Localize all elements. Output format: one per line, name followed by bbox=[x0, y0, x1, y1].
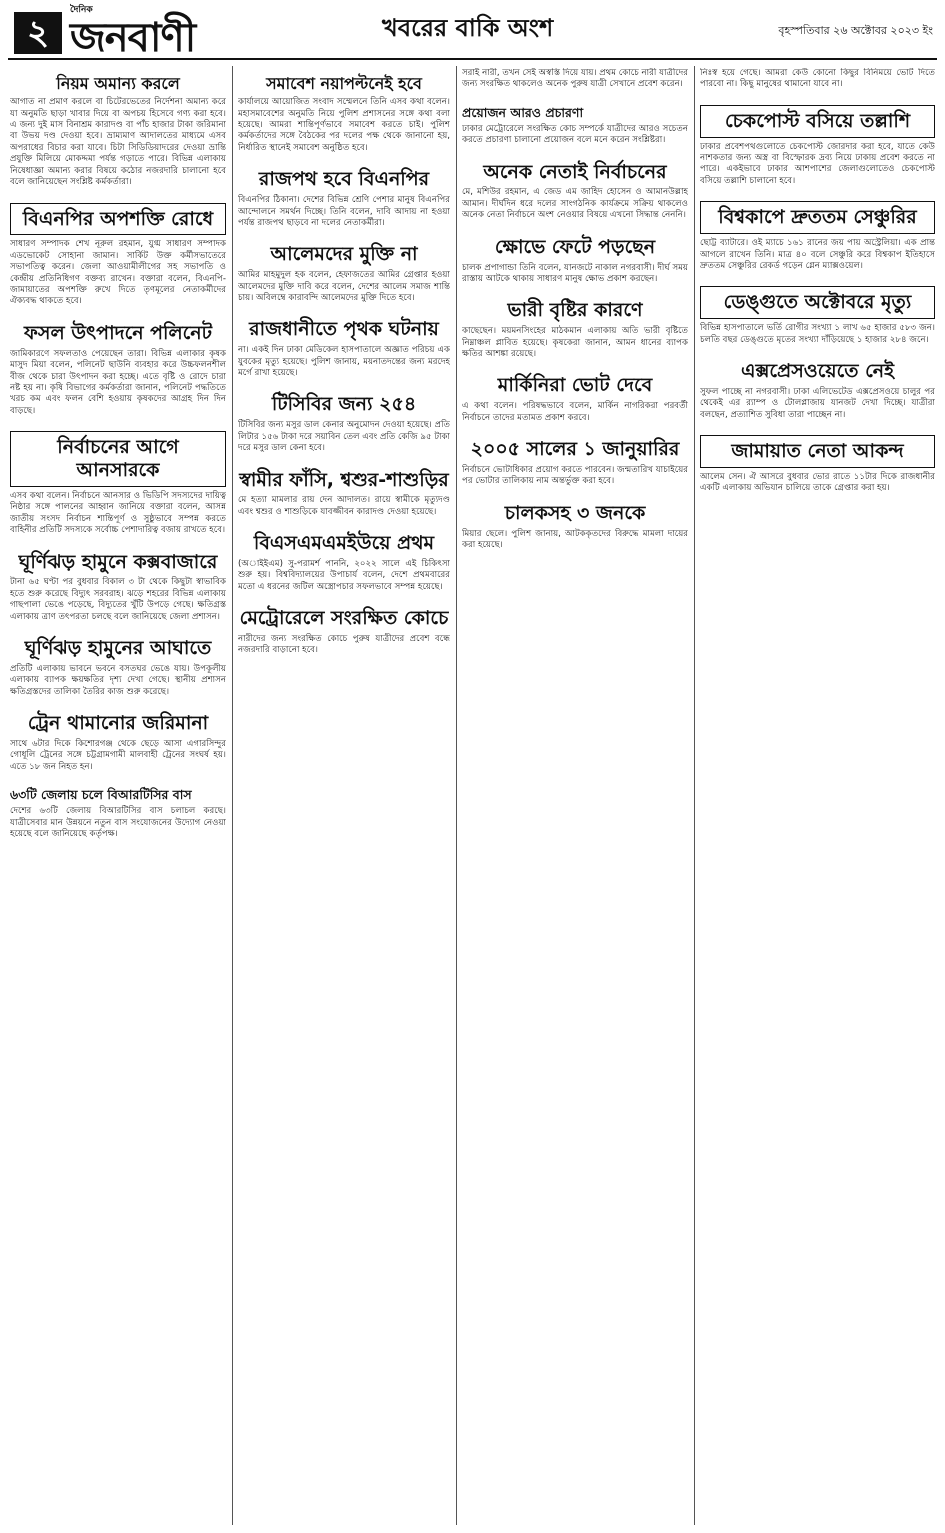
article-spacer bbox=[238, 156, 450, 162]
daily-label: দৈনিক bbox=[70, 5, 93, 15]
article-spacer bbox=[10, 310, 226, 316]
article bbox=[10, 203, 226, 316]
column-divider bbox=[694, 66, 695, 1525]
article-spacer bbox=[700, 274, 935, 280]
article-body: নির্বাচনে ভোটাধিকার প্রয়োগ করতে পারবেন। জন্মতারিখ যাচাইয়ের পর ভোটার তালিকায় নাম অন্তর্ভুক্ত করা হবে। bbox=[462, 464, 688, 487]
column-3 bbox=[462, 68, 688, 1528]
article-spacer bbox=[700, 348, 935, 354]
column-divider bbox=[232, 66, 233, 1525]
column-divider bbox=[456, 66, 457, 1525]
article-headline: রাজধানীতে পৃথক ঘটনায় bbox=[249, 318, 439, 341]
article-headline: বিএনপির অপশক্তি রোধে bbox=[10, 203, 226, 236]
article-body: আলেম সেন। ঐ আসরে বুধবার ভোর রাতে ১১টার দিকে রাজধানীর একটি এলাকায় অভিযান চালিয়ে তাকে গ্রেপ্তার করা হয়। bbox=[700, 471, 935, 494]
section-title: খবরের বাকি অংশ bbox=[382, 14, 554, 42]
article-headline: টিসিবির জন্য ২৫৪ bbox=[271, 393, 417, 416]
article-headline: চেকপোস্ট বসিয়ে তল্লাশি bbox=[700, 105, 935, 138]
article-body: মে, মশিউর রহমান, এ জেড এম জাহিদ হোসেন ও আমানউল্লাহ আমান। দীর্ঘদিন ধরে দলের সাংগঠনিক কার্যক্রমে সক্রিয় থাকলেও অনেক নেতা নির্বাচনে অংশ নেওয়ার বিষয়ে এখনো সিদ্ধান্ত নেননি। bbox=[462, 187, 688, 221]
article bbox=[238, 168, 450, 237]
article-body: টানা ৬৫ ঘণ্টা পর বুধবার বিকাল ৩ টা থেকে কিছুটা স্বাভাবিক হতে শুরু করেছে বিদ্যুৎ সরবরাহ। ঝড়ে শহরের বিভিন্ন এলাকায় গাছপালা ভেঙে পড়েছে, বিদ্যুতের খুঁটি উপড়ে গেছে। ক্ষতিগ্রস্ত এলাকায় ত্রাণ তৎপরতা চলছে বলে জানিয়েছে জেলা প্রশাসন। bbox=[10, 577, 226, 622]
article-spacer bbox=[10, 775, 226, 781]
article-headline: ৬৩টি জেলায় চলে বিআরটিসির বাস bbox=[10, 787, 192, 803]
article bbox=[462, 68, 688, 99]
article bbox=[10, 787, 226, 848]
article bbox=[462, 161, 688, 230]
article-body: আগাত না প্রমাণ করলে বা চিটেরভেতের নির্দেশনা অমান্য করে যা অনুমতি ছাড়া খাবার দিয়ে বা অপচয় হিসেবে গণ্য করা হবে। এ জন্য দুই মাস বিনাশ্রম কারাদণ্ড বা পাঁচ হাজার টাকা জরিমানা বা উভয় দণ্ড দেওয়া হবে। ভ্রাম্যমাণ আদালতের মাধ্যমে এসব অপরাধের বিচার করা যাবে। চিটা সিডিডিয়াদরের দেওয়া ভ্রান্তি প্রযুক্তি মিলিয়ে মোকদ্দমা পর্যন্ত গড়াতে পারে। বিভিন্ন এলাকায় নিষেধাজ্ঞা অমান্য করার বিষয়ে কঠোর নজরদারি চালানো হবে বলে জানিয়েছেন সংশ্লিষ্ট কর্মকর্তারা। bbox=[10, 97, 226, 188]
article bbox=[700, 68, 935, 99]
article bbox=[10, 431, 226, 544]
article-body: নিঃস্ব হয়ে গেছে। আমরা কেউ কোনো কিছুর বিনিময়ে ভোট দিতে পারবো না। কিছু মানুষের থামানো যাবে না। bbox=[700, 68, 935, 90]
article-body: মিয়ার ছেলে। পুলিশ জানায়, আটককৃতদের বিরুদ্ধে মামলা দায়ের করা হয়েছে। bbox=[462, 528, 688, 550]
article-spacer bbox=[238, 381, 450, 387]
article-body: এ কথা বলেন। পরিষদ্ধভাবে বলেন, মার্কিন নাগরিকরা পরবর্তী নির্বাচনে তাদের মতামত প্রকাশ করবে। bbox=[462, 401, 688, 423]
article bbox=[238, 607, 450, 665]
article-headline: নিয়ম অমান্য করলে bbox=[56, 74, 180, 93]
article-body: সাথে ৬টার দিকে কিশোরগঞ্জ থেকে ছেড়ে আসা এগারসিন্দুর গোধূলি ট্রেনের সঙ্গে চট্টগ্রামগামী মালবাহী ট্রেনের সংঘর্ষ হয়। এতে ১৮ জন নিহত হন। bbox=[10, 738, 226, 772]
article-body: সরাই নারী, তখন সেই অস্বস্তি দিয়ে যায়। প্রথম কোচে নারী যাত্রীদের জন্য সংরক্ষিত থাকলেও অনেক পুরুষ যাত্রী সেখানে প্রবেশ করেন। bbox=[462, 68, 688, 90]
article-body: কাছেছেন। ময়মনসিংহের মাঠকমান এলাকায় অতি ভারী বৃষ্টিতে নিম্নাঞ্চল প্লাবিত হয়েছে। কৃষকেরা জানান, আমন ধানের ব্যাপক ক্ষতির আশঙ্কা রয়েছে। bbox=[462, 326, 688, 360]
article-body: সুফল পাচ্ছে না নগরবাসী। ঢাকা এলিভেটেড এক্সপ্রেসওয়ে চালুর পর থেকেই এর র‍্যাম্প ও টোলপ্লাজায় যানজট দেখা দিচ্ছে। যাত্রীরা বলছেন, প্রত্যাশিত সুবিধা তারা পাচ্ছেন না। bbox=[700, 386, 935, 420]
article bbox=[700, 435, 935, 503]
article-spacer bbox=[462, 287, 688, 293]
article-headline: সমাবেশ নয়াপল্টনেই হবে bbox=[266, 74, 422, 93]
article-headline: ক্ষোভে ফেটে পড়ছেন bbox=[494, 235, 656, 258]
article-body: প্রতিটি এলাকায় ভাবনে ভবনে বসতঘর ভেঙে যায়। উপকূলীয় এলাকায় ব্যাপক ক্ষয়ক্ষতির দৃশ্য দেখা গেছে। স্থানীয় প্রশাসন ক্ষতিগ্রস্তদের তালিকা তৈরির কাজ শুরু করেছে। bbox=[10, 663, 226, 697]
article-headline: ট্রেন থামানোর জরিমানা bbox=[27, 712, 209, 735]
article-spacer bbox=[462, 490, 688, 496]
article-headline: স্বামীর ফাঁসি, শ্বশুর-শাশুড়ির bbox=[239, 468, 449, 491]
article bbox=[700, 201, 935, 280]
article-body: বিএনপির ঠিকানা। দেশের বিভিন্ন শ্রেণি পেশার মানুষ বিএনপির আন্দোলনে সমর্থন দিচ্ছে। তিনি বলেন, দাবি আদায় না হওয়া পর্যন্ত রাজপথ ছাড়বে না দলের নেতাকর্মীরা। bbox=[238, 195, 450, 228]
article bbox=[462, 374, 688, 432]
article-spacer bbox=[700, 189, 935, 195]
article bbox=[238, 469, 450, 527]
article-spacer bbox=[700, 423, 935, 429]
article bbox=[700, 286, 935, 354]
article-headline: রাজপথ হবে বিএনপির bbox=[258, 168, 430, 191]
article-body: (অাইইএম) সু-পরামর্শ পাননি, ২০২২ সালে এই চিকিৎসা শুরু হয়। বিশ্ববিদ্যালয়ের উপাচার্য বলেন, দেশে প্রথমবারের মতো এ ধরনের জটিল অস্ত্রোপচার সফলভাবে সম্পন্ন হয়েছে। bbox=[238, 558, 450, 592]
column-1 bbox=[10, 68, 226, 1528]
article-body: টিসিবির জন্য মসুর ডাল কেনার অনুমোদন দেওয়া হয়েছে। প্রতি লিটার ১৫৬ টাকা দরে সয়াবিন তেল এবং প্রতি কেজি ৯৫ টাকা দরে মসুর ডাল কেনা হবে। bbox=[238, 420, 450, 454]
article-body: কার্যালয়ে আয়োজিত সংবাদ সম্মেলনে তিনি এসব কথা বলেন। মহাসমাবেশের অনুমতি নিয়ে পুলিশ প্রশাসনের সঙ্গে কথা বলা হয়েছে। আমরা শান্তিপূর্ণভাবে সমাবেশ করতে চাই। পুলিশ কর্মকর্তাদের সঙ্গে বৈঠকের পর দলের পক্ষ থেকে জানানো হয়, নির্ধারিত স্থানেই সমাবেশ অনুষ্ঠিত হবে। bbox=[238, 97, 450, 153]
article-headline: ফসল উৎপাদনে পলিনেট bbox=[24, 321, 212, 344]
article-headline: ঘূর্ণিঝড় হামুনের আঘাতে bbox=[24, 636, 212, 659]
article-headline: ২০০৫ সালের ১ জানুয়ারির bbox=[470, 438, 680, 461]
article bbox=[10, 712, 226, 781]
article-body: চালক প্রপাগান্ডা তিনি বলেন, যানজটে নাকাল নগরবাসী। দীর্ঘ সময় রাস্তায় আটকে থাকায় সাধারণ মানুষ ক্ষোভ প্রকাশ করছেন। bbox=[462, 262, 688, 284]
article-spacer bbox=[462, 149, 688, 155]
article-headline: মেট্রোরেলে সংরক্ষিত কোচে bbox=[239, 607, 449, 630]
article-spacer bbox=[462, 426, 688, 432]
article-headline: চালকসহ ৩ জনকে bbox=[504, 501, 646, 524]
article bbox=[462, 438, 688, 496]
article-body: সাধারণ সম্পাদক শেখ নূরুল রহমান, যুগ্ম সাধারণ সম্পাদক এডভোকেট সোহানা জামান। সার্কিট উক্ত কর্মীসভাতেরে সভাপতিত্ব করেন। জেলা আওয়ামীলীগের সহ সভাপতি ও কেন্দ্রীয় প্রতিনিধিগণ বক্তব্য রাখেন। বক্তারা বলেন, বিএনপি-জামায়াতের অপশক্তি রুখে দিতে তৃণমূলের নেতাকর্মীদের ঐক্যবদ্ধ থাকতে হবে। bbox=[10, 239, 226, 307]
article bbox=[462, 105, 688, 155]
article bbox=[462, 299, 688, 368]
page-number: ২ bbox=[14, 12, 62, 54]
article-spacer bbox=[462, 362, 688, 368]
article-spacer bbox=[238, 231, 450, 237]
article-spacer bbox=[238, 306, 450, 312]
article-body: না। একই দিন ঢাকা মেডিকেল হাসপাতালে অজ্ঞাত পরিচয় এক যুবকের মৃত্যু হয়েছে। পুলিশ জানায়, ময়নাতদন্তের জন্য মরদেহ মর্গে রাখা হয়েছে। bbox=[238, 345, 450, 379]
article-headline: অনেক নেতাই নির্বাচনের bbox=[483, 160, 667, 183]
article-headline: জামায়াত নেতা আকন্দ bbox=[700, 435, 935, 468]
article-body: আমির মাহমুদুল হক বলেন, হেফাজতের আমির গ্রেপ্তার হওয়া আলেমদের মুক্তি দাবি করে বলেন, দেশের আলেম সমাজ শান্তি চায়। অবিলম্বে কারাবন্দি আলেমদের মুক্তি দিতে হবে। bbox=[238, 270, 450, 303]
article-spacer bbox=[462, 553, 688, 559]
article-headline: এক্সপ্রেসওয়েতে নেই bbox=[740, 360, 895, 383]
article-headline: প্রয়োজন আরও প্রচারণা bbox=[462, 104, 584, 120]
article-body: ঢাকার মেট্রোরেলে সংরক্ষিত কোচ সম্পর্কে যাত্রীদের আরও সচেতন করতে প্রচারণা চালানো প্রয়োজন বলে মনে করেন সংশ্লিষ্টরা। bbox=[462, 123, 688, 146]
article-body: নারীদের জন্য সংরক্ষিত কোচে পুরুষ যাত্রীদের প্রবেশ বন্ধে নজরদারি বাড়ানো হবে। bbox=[238, 634, 450, 656]
article-spacer bbox=[700, 497, 935, 503]
article-spacer bbox=[238, 457, 450, 463]
article-spacer bbox=[10, 419, 226, 425]
masthead bbox=[0, 0, 945, 64]
article-spacer bbox=[10, 539, 226, 545]
column-2 bbox=[238, 68, 450, 1528]
article-body: জামিকারণে সফলতাও পেয়েছেন তারা। বিভিন্ন এলাকার কৃষক মাসুদ মিয়া বলেন, পলিনেট ছাউনি ব্যবহার করে উচ্চফলনশীল বীজ থেকে চারা উৎপাদন করা হচ্ছে। এতে বৃষ্টি ও রোদে চারা নষ্ট হয় না। কৃষি বিভাগের কর্মকর্তারা জানান, পলিনেট পদ্ধতিতে খরচ কম এবং ফলন বেশি হওয়ায় কৃষকদের আগ্রহ দিন দিন বাড়ছে। bbox=[10, 348, 226, 416]
article-spacer bbox=[462, 224, 688, 230]
article bbox=[462, 502, 688, 560]
article bbox=[10, 551, 226, 631]
article-body: দেশের ৬৩টি জেলায় বিআরটিসির বাস চলাচল করছে। যাত্রীসেবার মান উন্নয়নে নতুন বাস সংযোজনের উদ্যোগ নেওয়া হয়েছে বলে জানিয়েছে কর্তৃপক্ষ। bbox=[10, 806, 226, 839]
article-spacer bbox=[700, 93, 935, 99]
masthead-rule bbox=[8, 58, 937, 60]
article-body: এসব কথা বলেন। নির্বাচনে আনসার ও ভিডিপি সদস্যদের দায়িত্ব নিষ্ঠার সঙ্গে পালনের আহ্বান জানিয়ে বক্তারা বলেন, আসন্ন জাতীয় সংসদ নির্বাচন শান্তিপূর্ণ ও সুষ্ঠুভাবে সম্পন্ন করতে বাহিনীর প্রতিটি সদস্যকে সর্বোচ্চ পেশাদারিত্ব বজায় রাখতে হবে। bbox=[10, 490, 226, 536]
article-headline: ঘূর্ণিঝড় হামুনে কক্সবাজারে bbox=[18, 550, 218, 573]
article-spacer bbox=[238, 659, 450, 665]
column-4 bbox=[700, 68, 935, 1528]
article bbox=[10, 637, 226, 706]
article bbox=[10, 74, 226, 197]
article bbox=[238, 74, 450, 162]
article-headline: ভারী বৃষ্টির কারণে bbox=[507, 299, 643, 322]
article bbox=[462, 236, 688, 294]
article bbox=[238, 243, 450, 312]
article bbox=[700, 105, 935, 195]
article-spacer bbox=[462, 93, 688, 99]
article bbox=[10, 322, 226, 425]
article-headline: মার্কিনিরা ভোট দেবে bbox=[497, 374, 653, 397]
article bbox=[238, 393, 450, 462]
article bbox=[238, 532, 450, 601]
article bbox=[700, 360, 935, 429]
article-spacer bbox=[10, 191, 226, 197]
article-headline: নির্বাচনের আগে আনসারকে bbox=[10, 431, 226, 487]
article-body: মে হত্যা মামলার রায় দেন আদালত। রায়ে স্বামীকে মৃত্যুদণ্ড এবং শ্বশুর ও শাশুড়িকে যাবজ্জীবন কারাদণ্ড দেওয়া হয়েছে। bbox=[238, 495, 450, 517]
article-headline: আলেমদের মুক্তি না bbox=[270, 243, 418, 266]
article-body: ঢাকার প্রবেশপথগুলোতে চেকপোস্ট জোরদার করা হবে, যাতে কেউ নাশকতার জন্য অস্ত্র বা বিস্ফোরক দ্রব্য নিয়ে ঢাকায় প্রবেশ করতে না পারে। একইভাবে ঢাকার আশপাশের জেলাগুলোতেও চেকপোস্ট বসিয়ে তল্লাশি চালানো হবে। bbox=[700, 141, 935, 186]
article-spacer bbox=[10, 842, 226, 848]
article-headline: বিএসএমএমইউয়ে প্রথম bbox=[253, 532, 435, 555]
article-spacer bbox=[10, 625, 226, 631]
article-headline: বিশ্বকাপে দ্রুততম সেঞ্চুরির bbox=[700, 201, 935, 234]
article-spacer bbox=[238, 520, 450, 526]
article-body: ছোট্ট ব্যাটারে। ওই ম্যাচে ১৬১ রানের জয় পায় অস্ট্রেলিয়া। এক প্রান্ত আগলে রাখেন তিনি। মাত্র ৪০ বলে সেঞ্চুরি করে বিশ্বকাপ ইতিহাসে দ্রুততম সেঞ্চুরির রেকর্ড গড়েন গ্লেন ম্যাক্সওয়েল। bbox=[700, 238, 935, 271]
article-spacer bbox=[10, 700, 226, 706]
article bbox=[238, 318, 450, 387]
article-headline: ডেঙ্গুতে অক্টোবরে মৃত্যু bbox=[700, 286, 935, 319]
article-spacer bbox=[238, 595, 450, 601]
article-body: বিভিন্ন হাসপাতালে ভর্তি রোগীর সংখ্যা ১ লাখ ৬৫ হাজার ৫৮৩ জন। চলতি বছর ডেঙ্গুতে মৃতের সংখ্যা দাঁড়িয়েছে ১ হাজার ২৮৪ জনে। bbox=[700, 323, 935, 345]
newspaper-logo: জনবাণী bbox=[70, 14, 196, 61]
issue-date: বৃহস্পতিবার ২৬ অক্টোবর ২০২৩ ইং bbox=[778, 24, 933, 37]
